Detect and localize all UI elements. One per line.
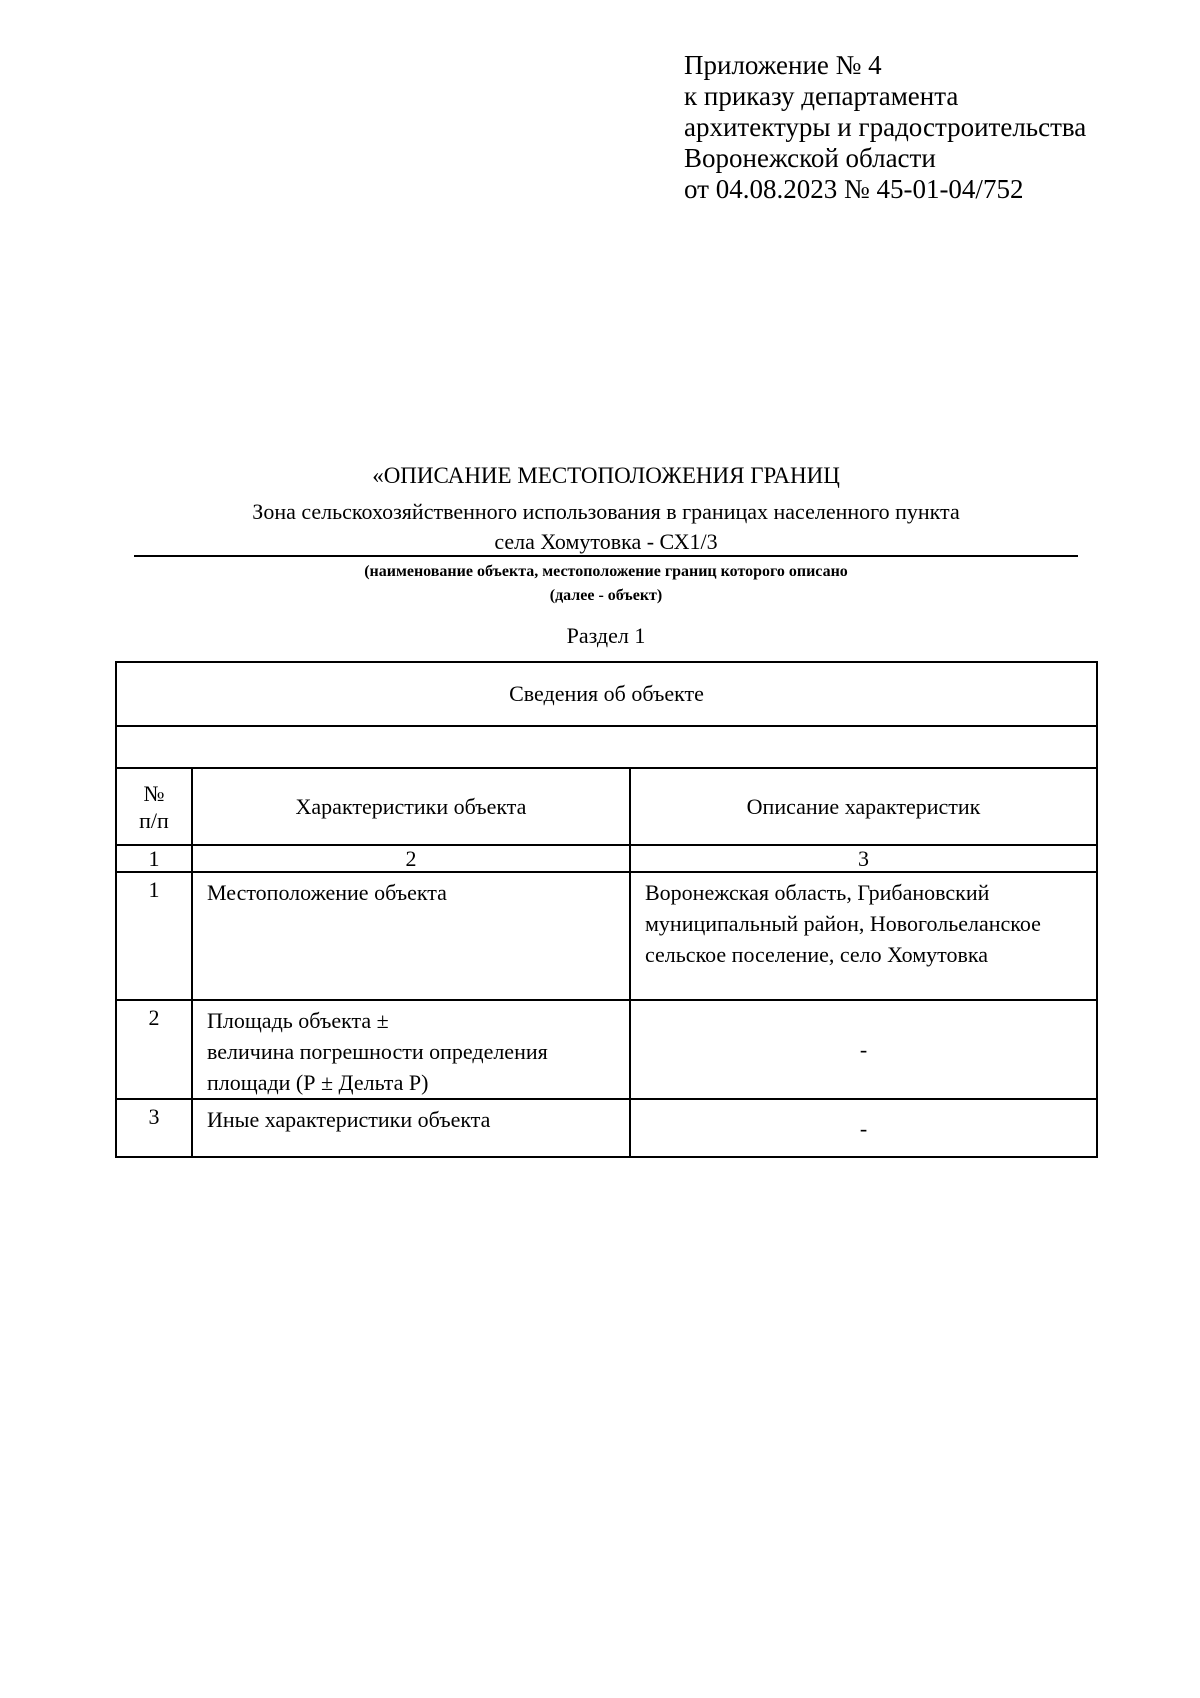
- subtitle-line: села Хомутовка - СХ1/3: [494, 529, 718, 554]
- appendix-line: Приложение № 4: [684, 50, 882, 80]
- table-row: [116, 1099, 1097, 1157]
- note-line: (далее - объект): [549, 587, 663, 604]
- row-number: 3: [116, 1099, 192, 1157]
- subtitle-line: Зона сельскохозяйственного использования в границах населенного пункта: [252, 499, 960, 524]
- column-number: 2: [192, 845, 630, 872]
- document-subtitle: [0, 497, 1200, 557]
- header-description: Описание характеристик: [630, 768, 1097, 845]
- row-characteristic: Площадь объекта ± величина погрешности определения площади (Р ± Дельта Р): [192, 1000, 630, 1099]
- appendix-line: от 04.08.2023 № 45-01-04/752: [684, 174, 1024, 204]
- table-empty-row: [116, 726, 1097, 768]
- row-number: 2: [116, 1000, 192, 1099]
- appendix-header: [684, 50, 1086, 205]
- row-characteristic: Местоположение объекта: [192, 872, 630, 1000]
- table-row: [116, 1000, 1097, 1099]
- row-description: -: [630, 1099, 1097, 1157]
- appendix-line: к приказу департамента: [684, 81, 959, 111]
- row-description: Воронежская область, Грибановский муниципальный район, Новогольеланское сельское поселение, село Хомутовка: [630, 872, 1097, 1000]
- object-name-note: [0, 560, 1200, 608]
- document-title: «ОПИСАНИЕ МЕСТОПОЛОЖЕНИЯ ГРАНИЦ: [372, 463, 840, 488]
- column-number: 3: [630, 845, 1097, 872]
- table-row: [116, 872, 1097, 1000]
- note-line: (наименование объекта, местоположение границ которого описано: [364, 563, 848, 580]
- header-row-number: № п/п: [116, 768, 192, 845]
- row-number: 1: [116, 872, 192, 1000]
- appendix-line: Воронежской области: [684, 143, 936, 173]
- section-label: Раздел 1: [566, 623, 646, 648]
- title-underline: [134, 555, 1078, 557]
- row-characteristic: Иные характеристики объекта: [192, 1099, 630, 1157]
- header-characteristics: Характеристики объекта: [192, 768, 630, 845]
- object-info-table: [115, 661, 1098, 1158]
- appendix-line: архитектуры и градостроительства: [684, 112, 1087, 142]
- table-caption: Сведения об объекте: [116, 662, 1097, 726]
- row-description: -: [630, 1000, 1097, 1099]
- column-number: 1: [116, 845, 192, 872]
